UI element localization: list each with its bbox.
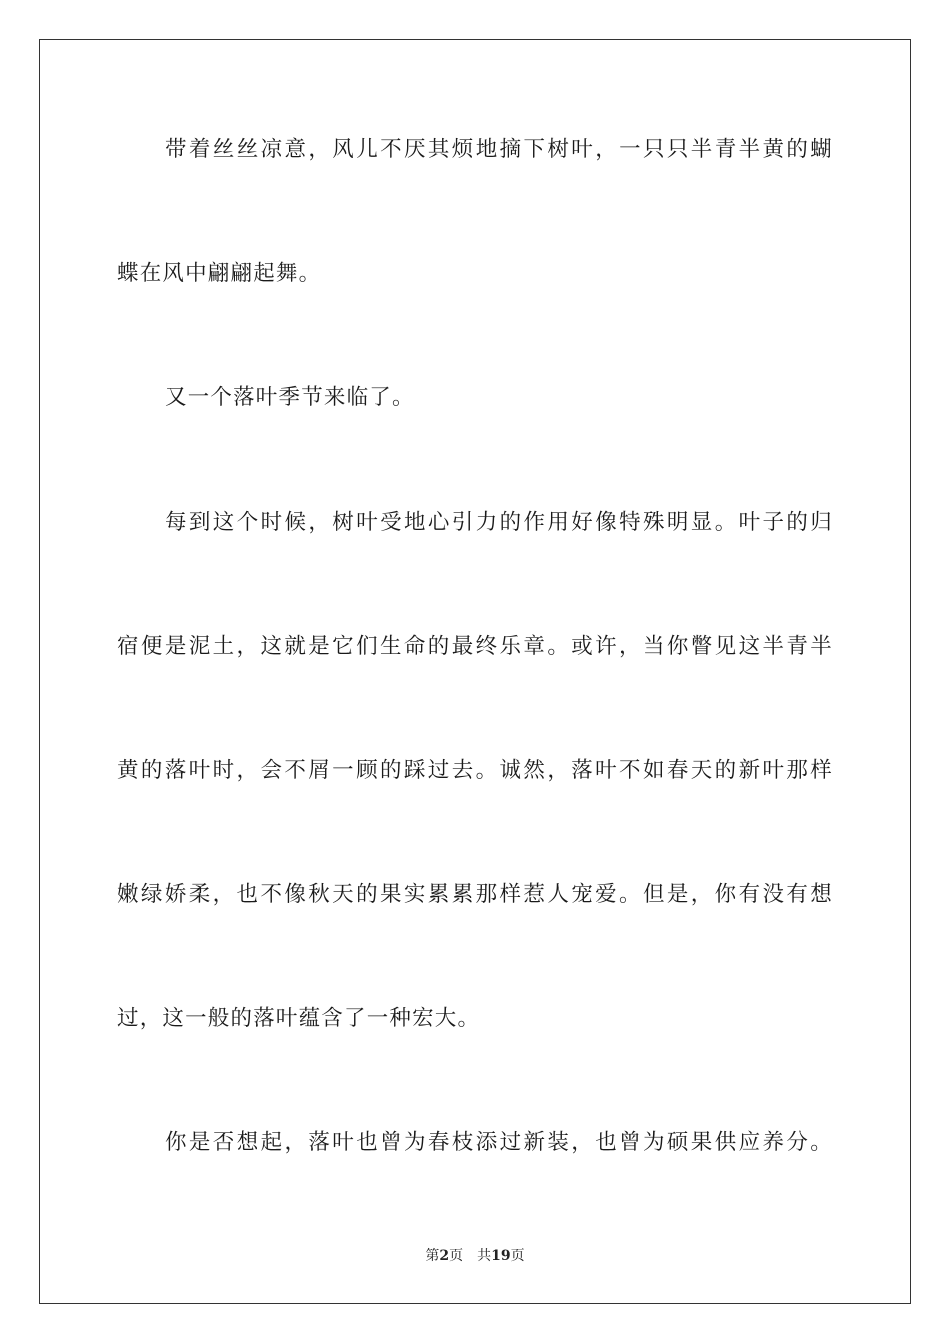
paragraph-2-line-1: 又一个落叶季节来临了。 — [165, 385, 415, 410]
total-prefix: 共 — [477, 1248, 492, 1264]
paragraph-3-line-5: 过，这一般的落叶蕴含了一种宏大。 — [117, 1006, 481, 1031]
page-footer — [0, 1246, 950, 1266]
page-suffix: 页 — [449, 1248, 464, 1264]
paragraph-1-line-1: 带着丝丝凉意，风儿不厌其烦地摘下树叶，一只只半青半黄的蝴 — [165, 137, 833, 162]
total-suffix: 页 — [510, 1248, 525, 1264]
page-border — [39, 39, 911, 1304]
paragraph-3-line-3: 黄的落叶时，会不屑一顾的踩过去。诚然，落叶不如春天的新叶那样 — [117, 758, 833, 783]
paragraph-3-line-4: 嫩绿娇柔，也不像秋天的果实累累那样惹人宠爱。但是，你有没有想 — [117, 882, 833, 907]
paragraph-3-line-1: 每到这个时候，树叶受地心引力的作用好像特殊明显。叶子的归 — [165, 510, 833, 535]
paragraph-3-line-2: 宿便是泥土，这就是它们生命的最终乐章。或许，当你瞥见这半青半 — [117, 634, 833, 659]
paragraph-1-line-2: 蝶在风中翩翩起舞。 — [117, 261, 322, 286]
paragraph-4-line-1: 你是否想起，落叶也曾为春枝添过新装，也曾为硕果供应养分。 — [165, 1130, 833, 1155]
page-number: 2 — [439, 1248, 450, 1264]
page-prefix: 第 — [425, 1248, 440, 1264]
total-pages: 19 — [491, 1248, 511, 1264]
